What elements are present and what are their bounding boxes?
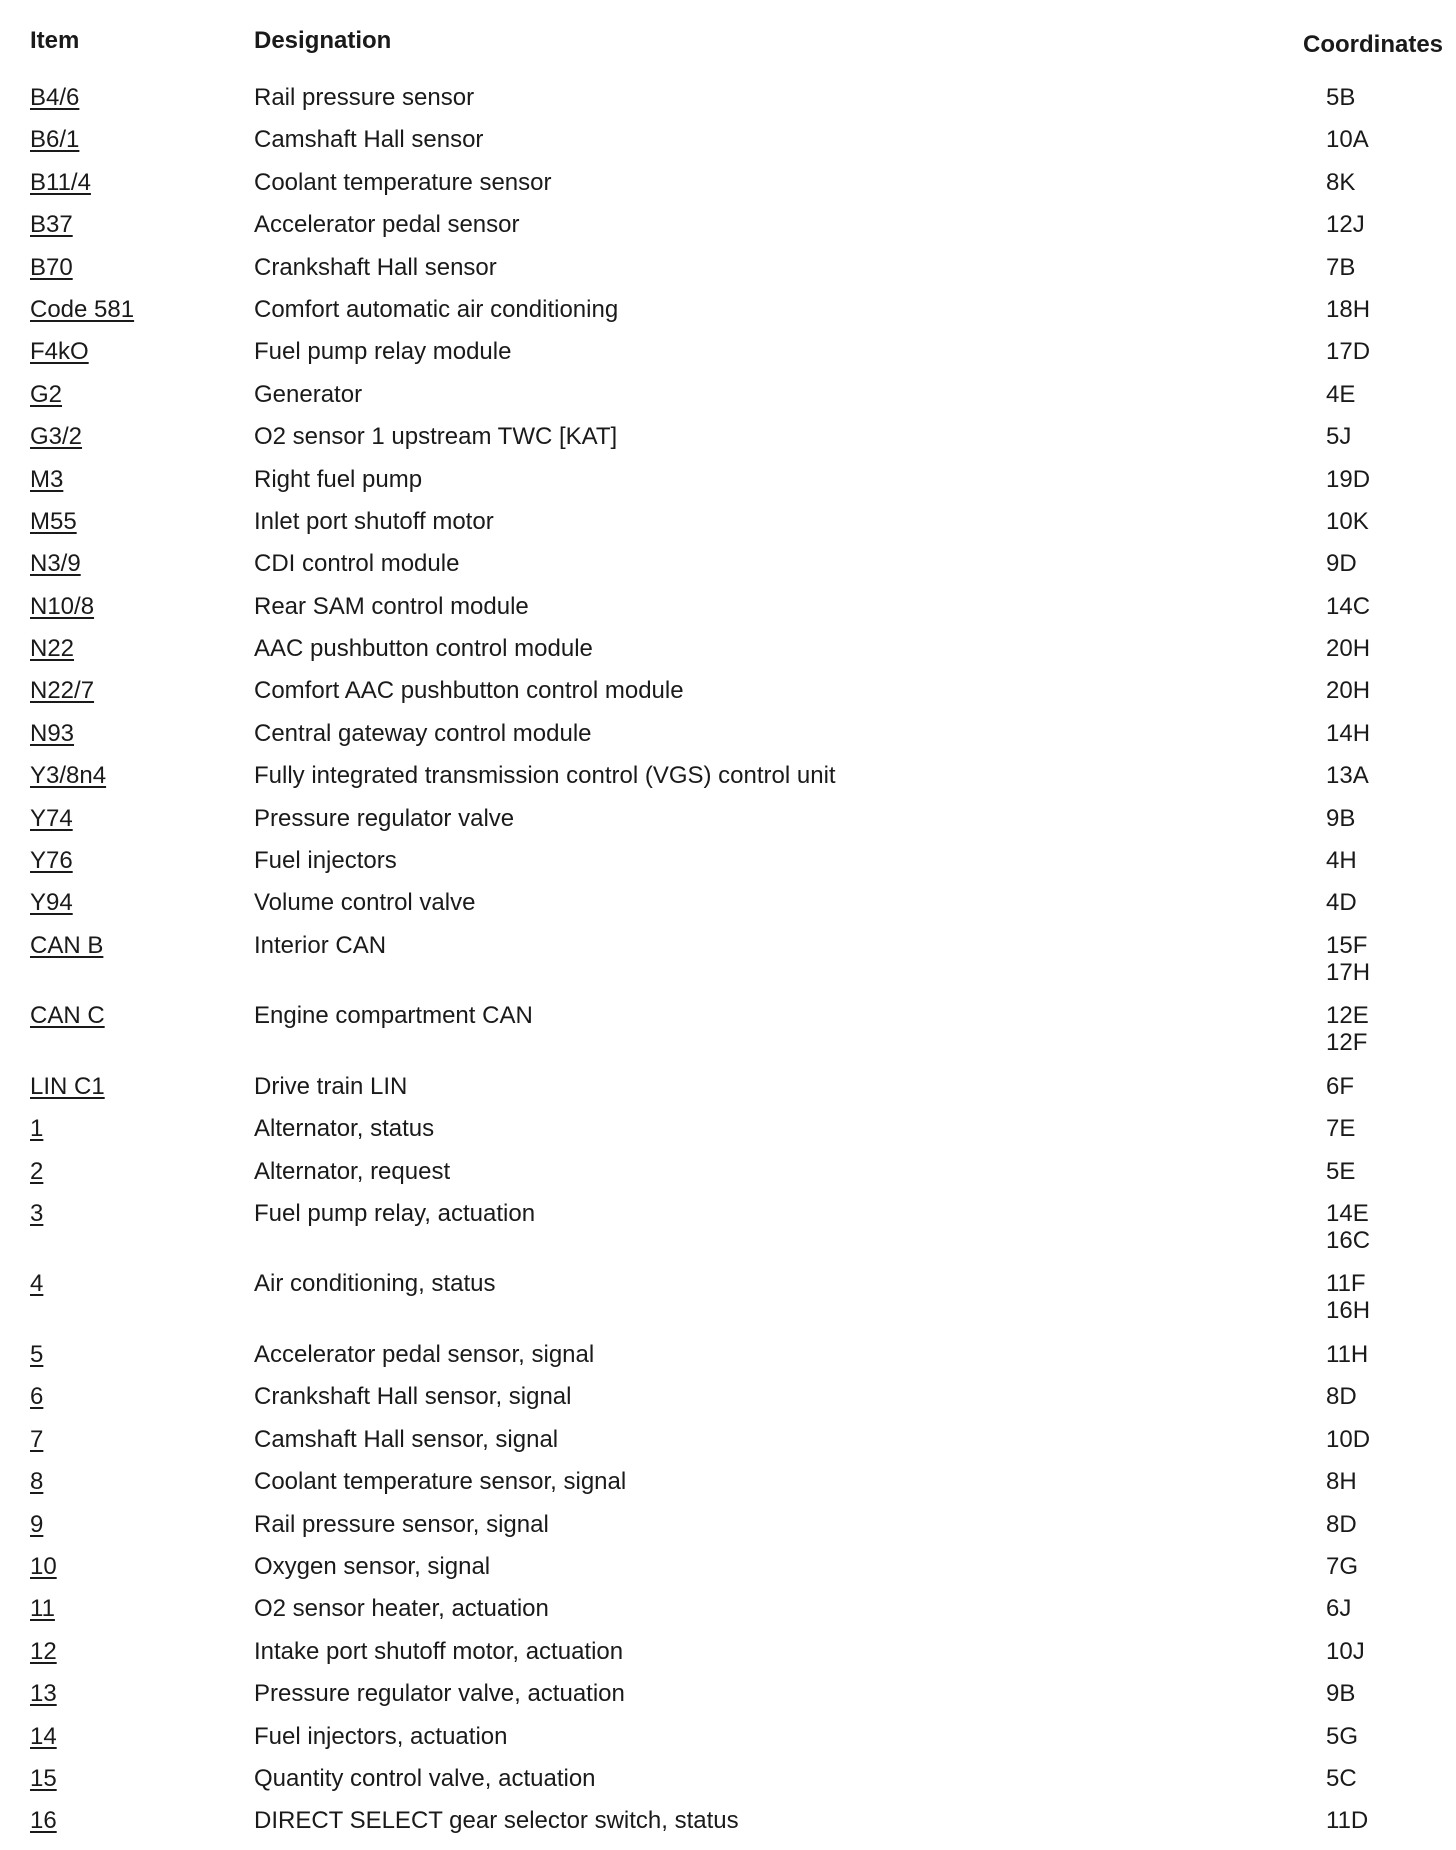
coordinate-value: 11H [1326, 1340, 1369, 1368]
coordinate-value: 8D [1326, 1383, 1357, 1411]
designation-text: Air conditioning, status [254, 1270, 496, 1298]
designation-text: Fuel injectors [254, 847, 397, 875]
item-link[interactable]: 10 [30, 1552, 57, 1580]
coordinate-value: 10D [1326, 1425, 1371, 1453]
coordinates-cell [1326, 932, 1370, 986]
table-body [30, 84, 1430, 1850]
coordinate-value: 5B [1326, 84, 1356, 111]
item-link[interactable]: Code 581 [30, 295, 135, 323]
designation-text: CDI control module [254, 550, 460, 578]
item-link[interactable]: B70 [30, 253, 73, 281]
coordinates-cell [1326, 1807, 1368, 1834]
coordinates-cell [1326, 1383, 1357, 1410]
designation-text: Coolant temperature sensor, signal [254, 1468, 627, 1496]
table-row [30, 593, 1430, 635]
coordinate-value: 7E [1326, 1115, 1356, 1143]
coordinate-value: 16H [1326, 1297, 1371, 1325]
item-link[interactable]: G2 [30, 380, 63, 408]
table-row [30, 1115, 1430, 1157]
item-link[interactable]: 8 [30, 1468, 44, 1496]
designation-text: Volume control valve [254, 889, 476, 917]
item-link[interactable]: M3 [30, 465, 64, 493]
coordinate-value: 5C [1326, 1764, 1357, 1792]
table-row [30, 1807, 1430, 1849]
coordinates-cell [1326, 508, 1369, 535]
item-link[interactable]: N22/7 [30, 677, 95, 705]
table-row [30, 84, 1430, 126]
coordinates-cell [1326, 550, 1357, 577]
coordinate-value: 5G [1326, 1722, 1359, 1750]
table-row [30, 1553, 1430, 1595]
item-link[interactable]: LIN C1 [30, 1072, 105, 1100]
coordinate-value: 18H [1326, 295, 1371, 323]
designation-text: Coolant temperature sensor [254, 168, 552, 196]
table-header [30, 22, 1444, 84]
table-row [30, 254, 1430, 296]
designation-text: Rail pressure sensor, signal [254, 1510, 549, 1538]
coordinates-cell [1326, 1200, 1370, 1254]
coordinates-cell [1326, 677, 1370, 704]
item-link[interactable]: CAN C [30, 1002, 105, 1030]
designation-text: Accelerator pedal sensor [254, 211, 520, 239]
coordinate-value: 10K [1326, 507, 1369, 535]
coordinate-value: 14H [1326, 719, 1371, 747]
designation-text: Engine compartment CAN [254, 1002, 533, 1030]
coordinate-value: 9D [1326, 550, 1357, 578]
coordinate-value: 14E [1326, 1199, 1369, 1227]
coordinates-cell [1326, 381, 1355, 408]
designation-text: Accelerator pedal sensor, signal [254, 1340, 595, 1368]
coordinates-cell [1326, 1680, 1355, 1707]
table-row [30, 508, 1430, 550]
table-row [30, 381, 1430, 423]
item-link[interactable]: 16 [30, 1807, 57, 1835]
table-row [30, 635, 1430, 677]
designation-text: Rail pressure sensor [254, 84, 475, 111]
coordinate-value: 4D [1326, 889, 1357, 917]
designation-text: Alternator, request [254, 1157, 451, 1185]
coordinates-cell [1326, 1426, 1370, 1453]
coordinate-value: 20H [1326, 635, 1371, 663]
item-link[interactable]: Y94 [30, 889, 73, 917]
coordinates-cell [1326, 1341, 1368, 1368]
item-link[interactable]: N22 [30, 635, 75, 663]
coordinates-cell [1326, 211, 1365, 238]
designation-text: Fully integrated transmission control (VGS) control unit [254, 762, 836, 790]
item-link[interactable]: F4kO [30, 338, 89, 366]
table-row [30, 720, 1430, 762]
coordinate-value: 14C [1326, 592, 1371, 620]
coordinates-cell [1326, 1553, 1358, 1580]
coordinates-cell [1326, 466, 1370, 493]
table-row [30, 1200, 1430, 1271]
table-row [30, 889, 1430, 931]
coordinate-value: 17D [1326, 338, 1371, 366]
coordinates-cell [1326, 254, 1355, 281]
coordinate-value: 8D [1326, 1510, 1357, 1538]
designation-text: Alternator, status [254, 1115, 435, 1143]
table-row [30, 1511, 1430, 1553]
designation-text: Rear SAM control module [254, 592, 529, 620]
coordinate-value: 17H [1326, 958, 1371, 986]
coordinate-value: 15F [1326, 931, 1368, 959]
item-link[interactable]: N10/8 [30, 592, 95, 620]
table-row [30, 1002, 1430, 1073]
item-link[interactable]: 11 [30, 1595, 55, 1623]
coordinate-value: 11F [1326, 1270, 1366, 1298]
item-link[interactable]: M55 [30, 507, 77, 535]
coordinates-cell [1326, 847, 1357, 874]
designation-text: Comfort AAC pushbutton control module [254, 677, 684, 705]
item-link[interactable]: 4 [30, 1270, 44, 1298]
item-link[interactable]: 5 [30, 1340, 44, 1368]
table-row [30, 1270, 1430, 1341]
designation-text: O2 sensor heater, actuation [254, 1595, 549, 1623]
item-link[interactable]: Y3/8n4 [30, 762, 107, 790]
coordinate-value: 12E [1326, 1002, 1369, 1030]
table-row [30, 1426, 1430, 1468]
coordinates-cell [1326, 889, 1357, 916]
table-row [30, 423, 1430, 465]
designation-text: Comfort automatic air conditioning [254, 295, 619, 323]
coordinates-cell [1326, 84, 1355, 111]
designation-text: AAC pushbutton control module [254, 635, 593, 663]
item-link[interactable]: 12 [30, 1637, 57, 1665]
designation-text: DIRECT SELECT gear selector switch, status [254, 1807, 739, 1835]
table-row [30, 1468, 1430, 1510]
designation-text: Crankshaft Hall sensor, signal [254, 1383, 572, 1411]
item-link[interactable]: 15 [30, 1764, 57, 1792]
coordinate-value: 16C [1326, 1226, 1371, 1254]
legend-table [30, 22, 1444, 1850]
designation-text: O2 sensor 1 upstream TWC [KAT] [254, 423, 618, 451]
designation-text: Camshaft Hall sensor, signal [254, 1425, 559, 1453]
designation-text: Generator [254, 380, 363, 408]
coordinate-value: 12J [1326, 211, 1365, 239]
table-row [30, 1341, 1430, 1383]
coordinates-cell [1326, 1002, 1369, 1056]
coordinates-cell [1326, 296, 1370, 323]
table-row [30, 550, 1430, 592]
item-link[interactable]: 3 [30, 1199, 44, 1227]
item-link[interactable]: B11/4 [30, 168, 91, 196]
table-row [30, 296, 1430, 338]
table-row [30, 1158, 1430, 1200]
item-link[interactable]: CAN B [30, 931, 104, 959]
item-link[interactable]: 7 [30, 1425, 44, 1453]
item-link[interactable]: 2 [30, 1157, 44, 1185]
table-row [30, 1723, 1430, 1765]
coordinates-cell [1326, 1115, 1355, 1142]
designation-text: Right fuel pump [254, 465, 423, 493]
designation-text: Drive train LIN [254, 1072, 408, 1100]
coordinates-cell [1326, 169, 1355, 196]
item-link[interactable]: 9 [30, 1510, 44, 1538]
coordinate-value: 5E [1326, 1157, 1356, 1185]
coordinates-cell [1326, 1511, 1357, 1538]
table-row [30, 211, 1430, 253]
table-row [30, 1638, 1430, 1680]
table-row [30, 1383, 1430, 1425]
coordinates-cell [1326, 1595, 1351, 1622]
coordinates-cell [1326, 1723, 1358, 1750]
coordinate-value: 10A [1326, 126, 1369, 154]
coordinates-cell [1326, 338, 1370, 365]
table-row [30, 677, 1430, 719]
coordinates-cell [1326, 1468, 1357, 1495]
coordinate-value: 8H [1326, 1468, 1357, 1496]
table-row [30, 338, 1430, 380]
coordinate-value: 9B [1326, 804, 1356, 832]
designation-text: Camshaft Hall sensor [254, 126, 484, 154]
table-row [30, 1680, 1430, 1722]
coordinate-value: 20H [1326, 677, 1371, 705]
item-link[interactable]: Y76 [30, 847, 73, 875]
item-link[interactable]: B4/6 [30, 84, 80, 111]
coordinate-value: 5J [1326, 423, 1352, 451]
item-link[interactable]: 6 [30, 1383, 44, 1411]
designation-text: Pressure regulator valve, actuation [254, 1680, 625, 1708]
table-row [30, 1765, 1430, 1807]
coordinate-value: 19D [1326, 465, 1371, 493]
coordinates-cell [1326, 1765, 1357, 1792]
item-link[interactable]: B37 [30, 211, 73, 239]
coordinates-cell [1326, 1158, 1355, 1185]
coordinate-value: 10J [1326, 1637, 1365, 1665]
coordinate-value: 8K [1326, 168, 1356, 196]
item-link[interactable]: 14 [30, 1722, 57, 1750]
coordinates-cell [1326, 423, 1351, 450]
designation-text: Interior CAN [254, 931, 387, 959]
coordinate-value: 6F [1326, 1072, 1355, 1100]
coordinates-cell [1326, 1073, 1354, 1100]
designation-text: Oxygen sensor, signal [254, 1552, 491, 1580]
coordinates-cell [1326, 126, 1369, 153]
item-link[interactable]: 13 [30, 1680, 57, 1708]
designation-text: Fuel injectors, actuation [254, 1722, 508, 1750]
coordinates-cell [1326, 635, 1370, 662]
designation-text: Fuel pump relay, actuation [254, 1199, 536, 1227]
table-row [30, 1073, 1430, 1115]
coordinate-value: 4E [1326, 380, 1356, 408]
table-row [30, 169, 1430, 211]
coordinates-cell [1326, 1638, 1365, 1665]
coordinate-value: 7B [1326, 253, 1356, 281]
coordinate-value: 4H [1326, 847, 1357, 875]
coordinates-cell [1326, 762, 1369, 789]
designation-text: Intake port shutoff motor, actuation [254, 1637, 624, 1665]
table-row [30, 1595, 1430, 1637]
table-row [30, 847, 1430, 889]
coordinate-value: 12F [1326, 1029, 1368, 1057]
coordinate-value: 9B [1326, 1680, 1356, 1708]
item-link[interactable]: G3/2 [30, 423, 83, 451]
header-coordinates: Coordinates [1303, 31, 1444, 58]
table-row [30, 762, 1430, 804]
designation-text: Fuel pump relay module [254, 338, 512, 366]
table-row [30, 126, 1430, 168]
coordinates-cell [1326, 720, 1370, 747]
designation-text: Quantity control valve, actuation [254, 1764, 596, 1792]
coordinate-value: 7G [1326, 1552, 1359, 1580]
item-link[interactable]: Y74 [30, 804, 73, 832]
coordinates-cell [1326, 593, 1370, 620]
header-designation: Designation [254, 27, 392, 54]
coordinate-value: 6J [1326, 1595, 1352, 1623]
item-link[interactable]: 1 [30, 1115, 44, 1143]
item-link[interactable]: N3/9 [30, 550, 81, 578]
designation-text: Inlet port shutoff motor [254, 507, 494, 535]
table-row [30, 805, 1430, 847]
coordinate-value: 13A [1326, 762, 1369, 790]
coordinates-cell [1326, 805, 1355, 832]
coordinate-value: 11D [1326, 1807, 1369, 1835]
designation-text: Central gateway control module [254, 719, 592, 747]
item-link[interactable]: B6/1 [30, 126, 80, 154]
table-row [30, 466, 1430, 508]
item-link[interactable]: N93 [30, 719, 75, 747]
designation-text: Pressure regulator valve [254, 804, 515, 832]
header-item: Item [30, 27, 80, 54]
coordinates-cell [1326, 1270, 1370, 1324]
designation-text: Crankshaft Hall sensor [254, 253, 497, 281]
table-row [30, 932, 1430, 1003]
